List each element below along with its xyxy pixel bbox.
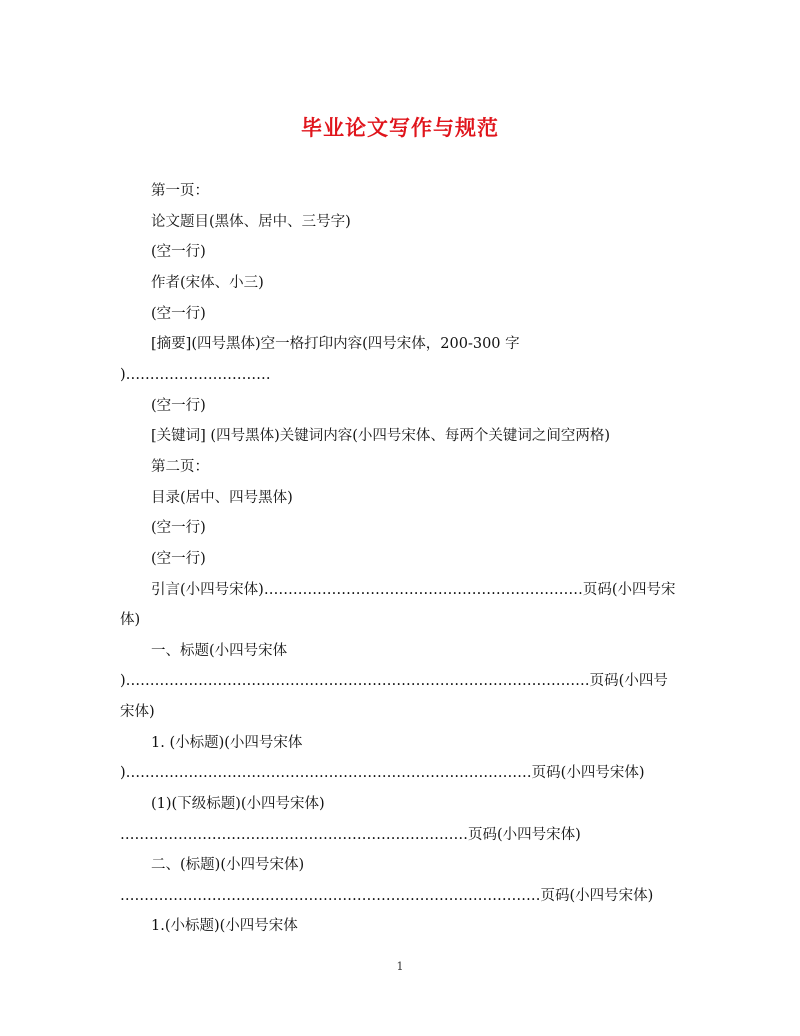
text-line-second-page: 第二页： (151, 459, 209, 475)
text-line-subheading-1: 1. (小标题)(小四号宋体 (151, 735, 303, 751)
text-line-abstract-cont: )………………………… (120, 367, 271, 383)
text-line-lower-heading-cont: ………………………………………………………………页码(小四号宋体) (120, 827, 581, 843)
text-line-intro: 引言(小四号宋体)…………………………………………………………页码(小四号宋 (151, 582, 676, 598)
text-line-intro-cont: 体) (120, 612, 141, 628)
text-line-blank-4: (空一行) (151, 520, 206, 536)
text-line-blank-5: (空一行) (151, 551, 206, 567)
text-line-first-page: 第一页： (151, 183, 209, 199)
document-title: 毕业论文写作与规范 (301, 116, 499, 140)
text-line-heading-1-cont-2: 宋体) (120, 704, 155, 720)
page-number: 1 (396, 960, 404, 973)
text-line-keywords: [关键词] (四号黑体)关键词内容(小四号宋体、每两个关键词之间空两格) (151, 428, 611, 444)
text-line-heading-1-cont: )……………………………………………………………………………………页码(小四号 (120, 673, 668, 689)
text-line-heading-2: 二、(标题)(小四号宋体) (151, 857, 305, 873)
text-line-author: 作者(宋体、小三) (151, 275, 264, 291)
text-line-heading-1: 一、标题(小四号宋体 (151, 643, 288, 659)
text-line-subheading-1-cont: )…………………………………………………………………………页码(小四号宋体) (120, 765, 645, 781)
text-line-lower-heading: (1)(下级标题)(小四号宋体) (151, 796, 325, 812)
text-line-toc: 目录(居中、四号黑体) (151, 490, 293, 506)
text-line-abstract: [摘要](四号黑体)空一格打印内容(四号宋体，200-300 字 (151, 336, 520, 352)
text-line-thesis-title: 论文题目(黑体、居中、三号字) (151, 214, 351, 230)
text-line-subheading-2: 1.(小标题)(小四号宋体 (151, 918, 298, 934)
text-line-blank-3: (空一行) (151, 398, 206, 414)
text-line-blank-2: (空一行) (151, 306, 206, 322)
text-line-heading-2-cont: ……………………………………………………………………………页码(小四号宋体) (120, 888, 654, 904)
text-line-blank-1: (空一行) (151, 244, 206, 260)
